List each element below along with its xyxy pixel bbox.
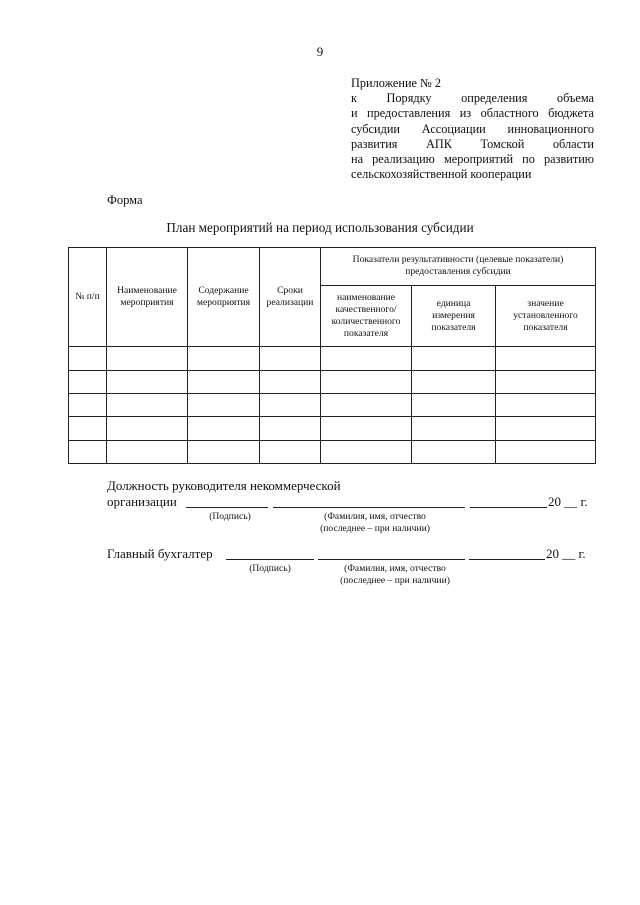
head-signature-caption: (Подпись) xyxy=(209,511,251,522)
appendix-title: Приложение № 2 xyxy=(351,76,442,90)
head-name-line[interactable] xyxy=(273,507,465,508)
table-cell[interactable] xyxy=(321,347,412,370)
page-number: 9 xyxy=(316,44,324,59)
table-cell[interactable] xyxy=(496,370,596,393)
header-unit: единица измерения показателя xyxy=(412,285,496,347)
table-cell[interactable] xyxy=(69,347,107,370)
table-cell[interactable] xyxy=(321,393,412,416)
head-organization-label: организации xyxy=(107,494,177,509)
accountant-name-caption-note: (последнее – при наличии) xyxy=(340,575,450,586)
head-name-caption-note: (последнее – при наличии) xyxy=(320,523,430,534)
appendix-line: к Порядку определения объема xyxy=(351,91,594,106)
form-label: Форма xyxy=(107,193,143,207)
table-cell[interactable] xyxy=(260,417,321,440)
table-cell[interactable] xyxy=(107,440,188,463)
table-cell[interactable] xyxy=(412,417,496,440)
table-cell[interactable] xyxy=(496,347,596,370)
table-cell[interactable] xyxy=(412,440,496,463)
appendix-header xyxy=(351,76,594,182)
table-cell[interactable] xyxy=(107,370,188,393)
table-cell[interactable] xyxy=(188,440,260,463)
table-cell[interactable] xyxy=(496,393,596,416)
table-cell[interactable] xyxy=(188,417,260,440)
table-cell[interactable] xyxy=(188,370,260,393)
accountant-date-line[interactable] xyxy=(469,559,545,560)
accountant-date-year: 20 __ г. xyxy=(546,546,586,561)
table-cell[interactable] xyxy=(260,393,321,416)
table-cell[interactable] xyxy=(496,417,596,440)
head-name-caption: (Фамилия, имя, отчество xyxy=(324,511,426,522)
head-signature-line[interactable] xyxy=(186,507,268,508)
header-number: № п/п xyxy=(69,248,107,347)
table-cell[interactable] xyxy=(260,347,321,370)
appendix-line: развития АПК Томской области xyxy=(351,136,594,151)
header-event-content: Содержание мероприятия xyxy=(188,248,260,347)
table-cell[interactable] xyxy=(69,370,107,393)
table-cell[interactable] xyxy=(496,440,596,463)
table-cell[interactable] xyxy=(107,417,188,440)
table-cell[interactable] xyxy=(412,347,496,370)
header-event-name: Наименование мероприятия xyxy=(107,248,188,347)
accountant-label: Главный бухгалтер xyxy=(107,546,213,561)
accountant-name-caption: (Фамилия, имя, отчество xyxy=(344,563,446,574)
table-cell[interactable] xyxy=(260,440,321,463)
table-row xyxy=(69,347,596,370)
header-value: значение установленного показателя xyxy=(496,285,596,347)
table-cell[interactable] xyxy=(412,393,496,416)
header-terms: Сроки реализации xyxy=(260,248,321,347)
plan-title: План мероприятий на период использования субсидии xyxy=(166,220,474,235)
table-cell[interactable] xyxy=(321,370,412,393)
appendix-line: субсидии Ассоциации инновационного xyxy=(351,121,594,136)
head-date-year: 20 __ г. xyxy=(548,494,588,509)
accountant-signature-line[interactable] xyxy=(226,559,314,560)
table-row xyxy=(69,417,596,440)
head-date-line[interactable] xyxy=(470,507,547,508)
accountant-name-line[interactable] xyxy=(318,559,465,560)
table-cell[interactable] xyxy=(188,347,260,370)
table-cell[interactable] xyxy=(321,417,412,440)
header-indicator-name: наименование качественного/ количественного показателя xyxy=(321,285,412,347)
table-cell[interactable] xyxy=(321,440,412,463)
table-cell[interactable] xyxy=(260,370,321,393)
appendix-line: сельскохозяйственной кооперации xyxy=(351,167,532,182)
plan-table xyxy=(68,247,596,464)
table-cell[interactable] xyxy=(69,417,107,440)
accountant-signature-caption: (Подпись) xyxy=(249,563,291,574)
appendix-line: и предоставления из областного бюджета xyxy=(351,106,594,121)
appendix-line: на реализацию мероприятий по развитию xyxy=(351,152,594,167)
head-position-label: Должность руководителя некоммерческой xyxy=(107,478,341,493)
table-cell[interactable] xyxy=(69,440,107,463)
table-row xyxy=(69,393,596,416)
table-cell[interactable] xyxy=(69,393,107,416)
table-cell[interactable] xyxy=(188,393,260,416)
table-row xyxy=(69,440,596,463)
table-cell[interactable] xyxy=(107,393,188,416)
header-indicators-group: Показатели результативности (целевые показатели) предоставления субсидии xyxy=(321,248,596,286)
table-cell[interactable] xyxy=(412,370,496,393)
table-row xyxy=(69,370,596,393)
table-cell[interactable] xyxy=(107,347,188,370)
